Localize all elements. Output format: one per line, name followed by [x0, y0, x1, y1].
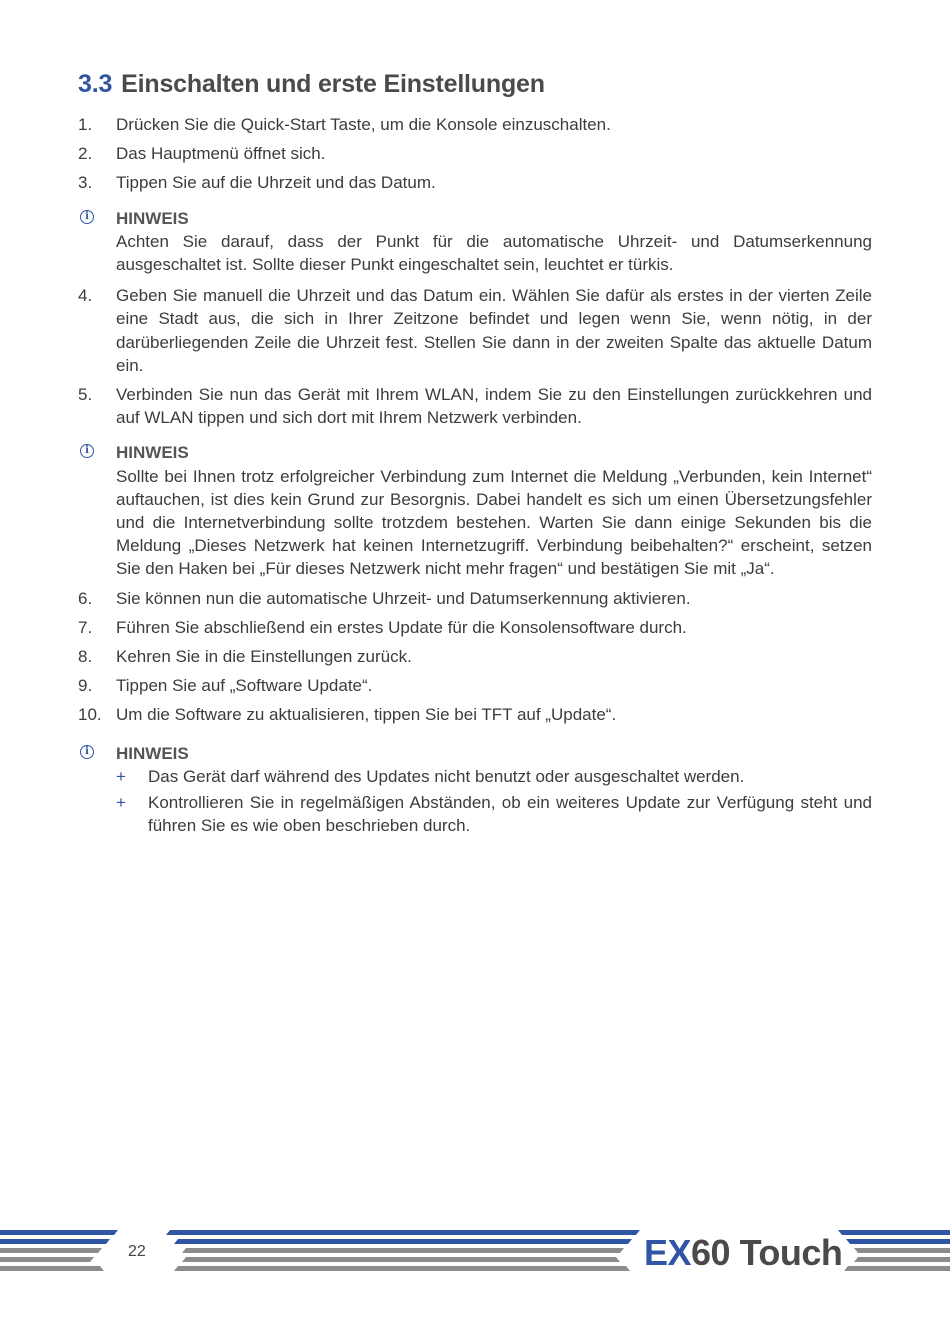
item-text: Sie können nun die automatische Uhrzeit- und Datumserkennung aktivieren.: [116, 588, 691, 608]
item-text: Führen Sie abschließend ein erstes Update für die Konsolensoftware durch.: [116, 617, 687, 637]
brand-name: 60 Touch: [691, 1232, 843, 1273]
info-icon: i: [80, 210, 94, 224]
list-item: [78, 171, 872, 194]
note-box: [78, 207, 872, 277]
info-icon: i: [80, 745, 94, 759]
item-number: 8.: [78, 647, 93, 667]
brand-logo: [644, 1232, 842, 1274]
bullet-item: [116, 765, 872, 788]
item-text: Das Hauptmenü öffnet sich.: [116, 144, 326, 164]
bullet-text: Das Gerät darf während des Updates nicht benutzt oder ausgeschaltet werden.: [148, 766, 745, 786]
section-title: Einschalten und erste Einstellungen: [121, 70, 545, 98]
item-text: Um die Software zu aktualisieren, tippen Sie bei TFT auf „Update“.: [116, 705, 617, 725]
list-item: [78, 284, 872, 377]
item-number: 9.: [78, 676, 93, 696]
list-item: [78, 703, 872, 726]
item-number: 10.: [78, 705, 102, 725]
item-number: 6.: [78, 588, 93, 608]
list-item: [78, 645, 872, 668]
bullet-item: [116, 791, 872, 837]
list-item: [78, 616, 872, 639]
note-heading: HINWEIS: [116, 208, 189, 228]
list-item: [78, 142, 872, 165]
item-number: 5.: [78, 385, 93, 405]
item-number: 1.: [78, 115, 93, 134]
note-box: [78, 441, 872, 580]
item-text: Kehren Sie in die Einstellungen zurück.: [116, 647, 412, 667]
note-box: [78, 742, 872, 838]
note-body: Achten Sie darauf, dass der Punkt für die automatische Uhrzeit- und Datumserkennung ausgeschaltet ist. Sollte dieser Punkt eingeschaltet sein, leuchtet er türkis.: [116, 231, 872, 275]
item-number: 7.: [78, 617, 93, 637]
note-heading: HINWEIS: [116, 443, 189, 463]
page-number: 22: [128, 1243, 146, 1260]
section-number: 3.3: [78, 70, 113, 98]
list-item: [78, 587, 872, 610]
list-item: [78, 383, 872, 429]
plus-icon: +: [116, 766, 126, 786]
main-content: [78, 113, 872, 837]
brand-prefix: EX: [644, 1232, 692, 1273]
item-number: 2.: [78, 144, 93, 164]
note-heading: HINWEIS: [116, 743, 189, 763]
item-number: 4.: [78, 286, 93, 306]
list-item: [78, 674, 872, 697]
item-text: Geben Sie manuell die Uhrzeit und das Datum ein. Wählen Sie dafür als erstes in der vierten Zeile eine Stadt aus, die sich in Ihrer Zeitzone befindet und legen wenn Sie, wenn nötig, in der darüberliegenden Zeile die Uhrzeit fest. Stellen Sie dann in der zweiten Spalte das aktuelle Datum ein.: [116, 286, 872, 375]
item-text: Verbinden Sie nun das Gerät mit Ihrem WLAN, indem Sie zu den Einstellungen zurückkehren und auf WLAN tippen und sich dort mit Ihrem Netzwerk verbinden.: [116, 385, 872, 428]
note-body: Sollte bei Ihnen trotz erfolgreicher Verbindung zum Internet die Meldung „Verbunden, kein Internet“ auftauchen, ist dies kein Grund zur Besorgnis. Dabei handelt es sich um einen Übersetzungsfehler und die Internetverbindung sollte trotzdem bestehen. Warten Sie dann einige Sekunden bis die Meldung „Dieses Netzwerk hat keinen Internetzugriff. Verbindung beibehalten?“ erscheint, setzen Sie den Haken bei „Für dieses Netzwerk nicht mehr fragen“ und bestätigen Sie mit „Ja“.: [116, 466, 872, 579]
item-text: Tippen Sie auf die Uhrzeit und das Datum.: [116, 173, 436, 193]
item-text: Tippen Sie auf „Software Update“.: [116, 676, 373, 696]
list-item: [78, 113, 872, 136]
bullet-text: Kontrollieren Sie in regelmäßigen Abständen, ob ein weiteres Update zur Verfügung steht und führen Sie es wie oben beschrieben durch.: [148, 793, 872, 836]
plus-icon: +: [116, 793, 126, 813]
page-title: [78, 70, 545, 99]
info-icon: i: [80, 444, 94, 458]
item-text: Drücken Sie die Quick-Start Taste, um die Konsole einzuschalten.: [116, 115, 611, 134]
item-number: 3.: [78, 173, 93, 193]
